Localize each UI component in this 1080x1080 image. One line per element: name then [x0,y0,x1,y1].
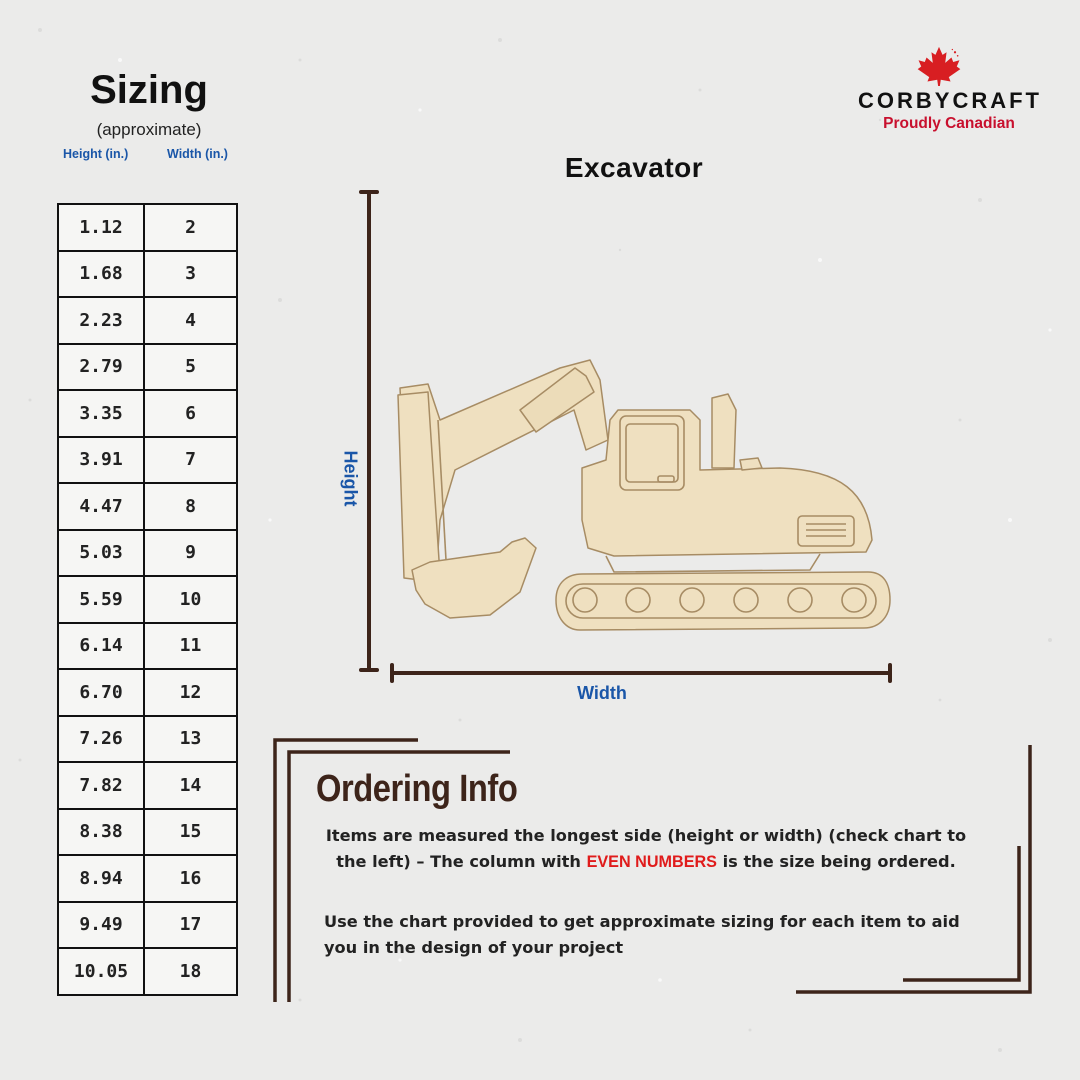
even-numbers-highlight: EVEN NUMBERS [586,853,717,871]
height-cell: 6.70 [58,669,144,716]
width-cell: 3 [144,251,237,298]
width-cell: 10 [144,576,237,623]
sizing-title: Sizing [90,68,208,112]
width-cell: 12 [144,669,237,716]
width-cell: 5 [144,344,237,391]
width-column-header: Width (in.) [167,147,228,161]
width-cell: 7 [144,437,237,484]
height-cell: 6.14 [58,623,144,670]
height-cell: 5.59 [58,576,144,623]
height-cell: 8.94 [58,855,144,902]
height-cell: 3.91 [58,437,144,484]
height-cell: 10.05 [58,948,144,995]
width-axis-label: Width [577,683,627,703]
width-cell: 17 [144,902,237,949]
height-cell: 1.12 [58,204,144,251]
height-cell: 7.82 [58,762,144,809]
height-cell: 1.68 [58,251,144,298]
ordering-info-paragraph-2: Use the chart provided to get approximate sizing for each item to aid you in the design of your project [324,912,960,957]
width-cell: 16 [144,855,237,902]
height-column-header: Height (in.) [63,147,129,161]
height-cell: 5.03 [58,530,144,577]
height-cell: 4.47 [58,483,144,530]
height-cell: 7.26 [58,716,144,763]
width-cell: 8 [144,483,237,530]
width-cell: 18 [144,948,237,995]
width-cell: 2 [144,204,237,251]
height-cell: 3.35 [58,390,144,437]
height-cell: 8.38 [58,809,144,856]
logo-brand: CORBYCRAFT [858,88,1042,113]
height-axis-label: Height [340,450,361,507]
height-cell: 2.79 [58,344,144,391]
width-cell: 4 [144,297,237,344]
width-cell: 14 [144,762,237,809]
width-cell: 11 [144,623,237,670]
width-cell: 9 [144,530,237,577]
height-cell: 2.23 [58,297,144,344]
width-cell: 13 [144,716,237,763]
ordering-info-title: Ordering Info [316,768,518,810]
width-cell: 6 [144,390,237,437]
height-cell: 9.49 [58,902,144,949]
product-title: Excavator [564,152,704,183]
ordering-info-paragraph-1: Items are measured the longest side (height or width) (check chart to the left) – The column with EVEN NUMBERS is the size being ordered. [325,826,967,871]
sizing-subtitle: (approximate) [96,120,202,139]
width-cell: 15 [144,809,237,856]
logo-tagline: Proudly Canadian [883,115,1015,132]
